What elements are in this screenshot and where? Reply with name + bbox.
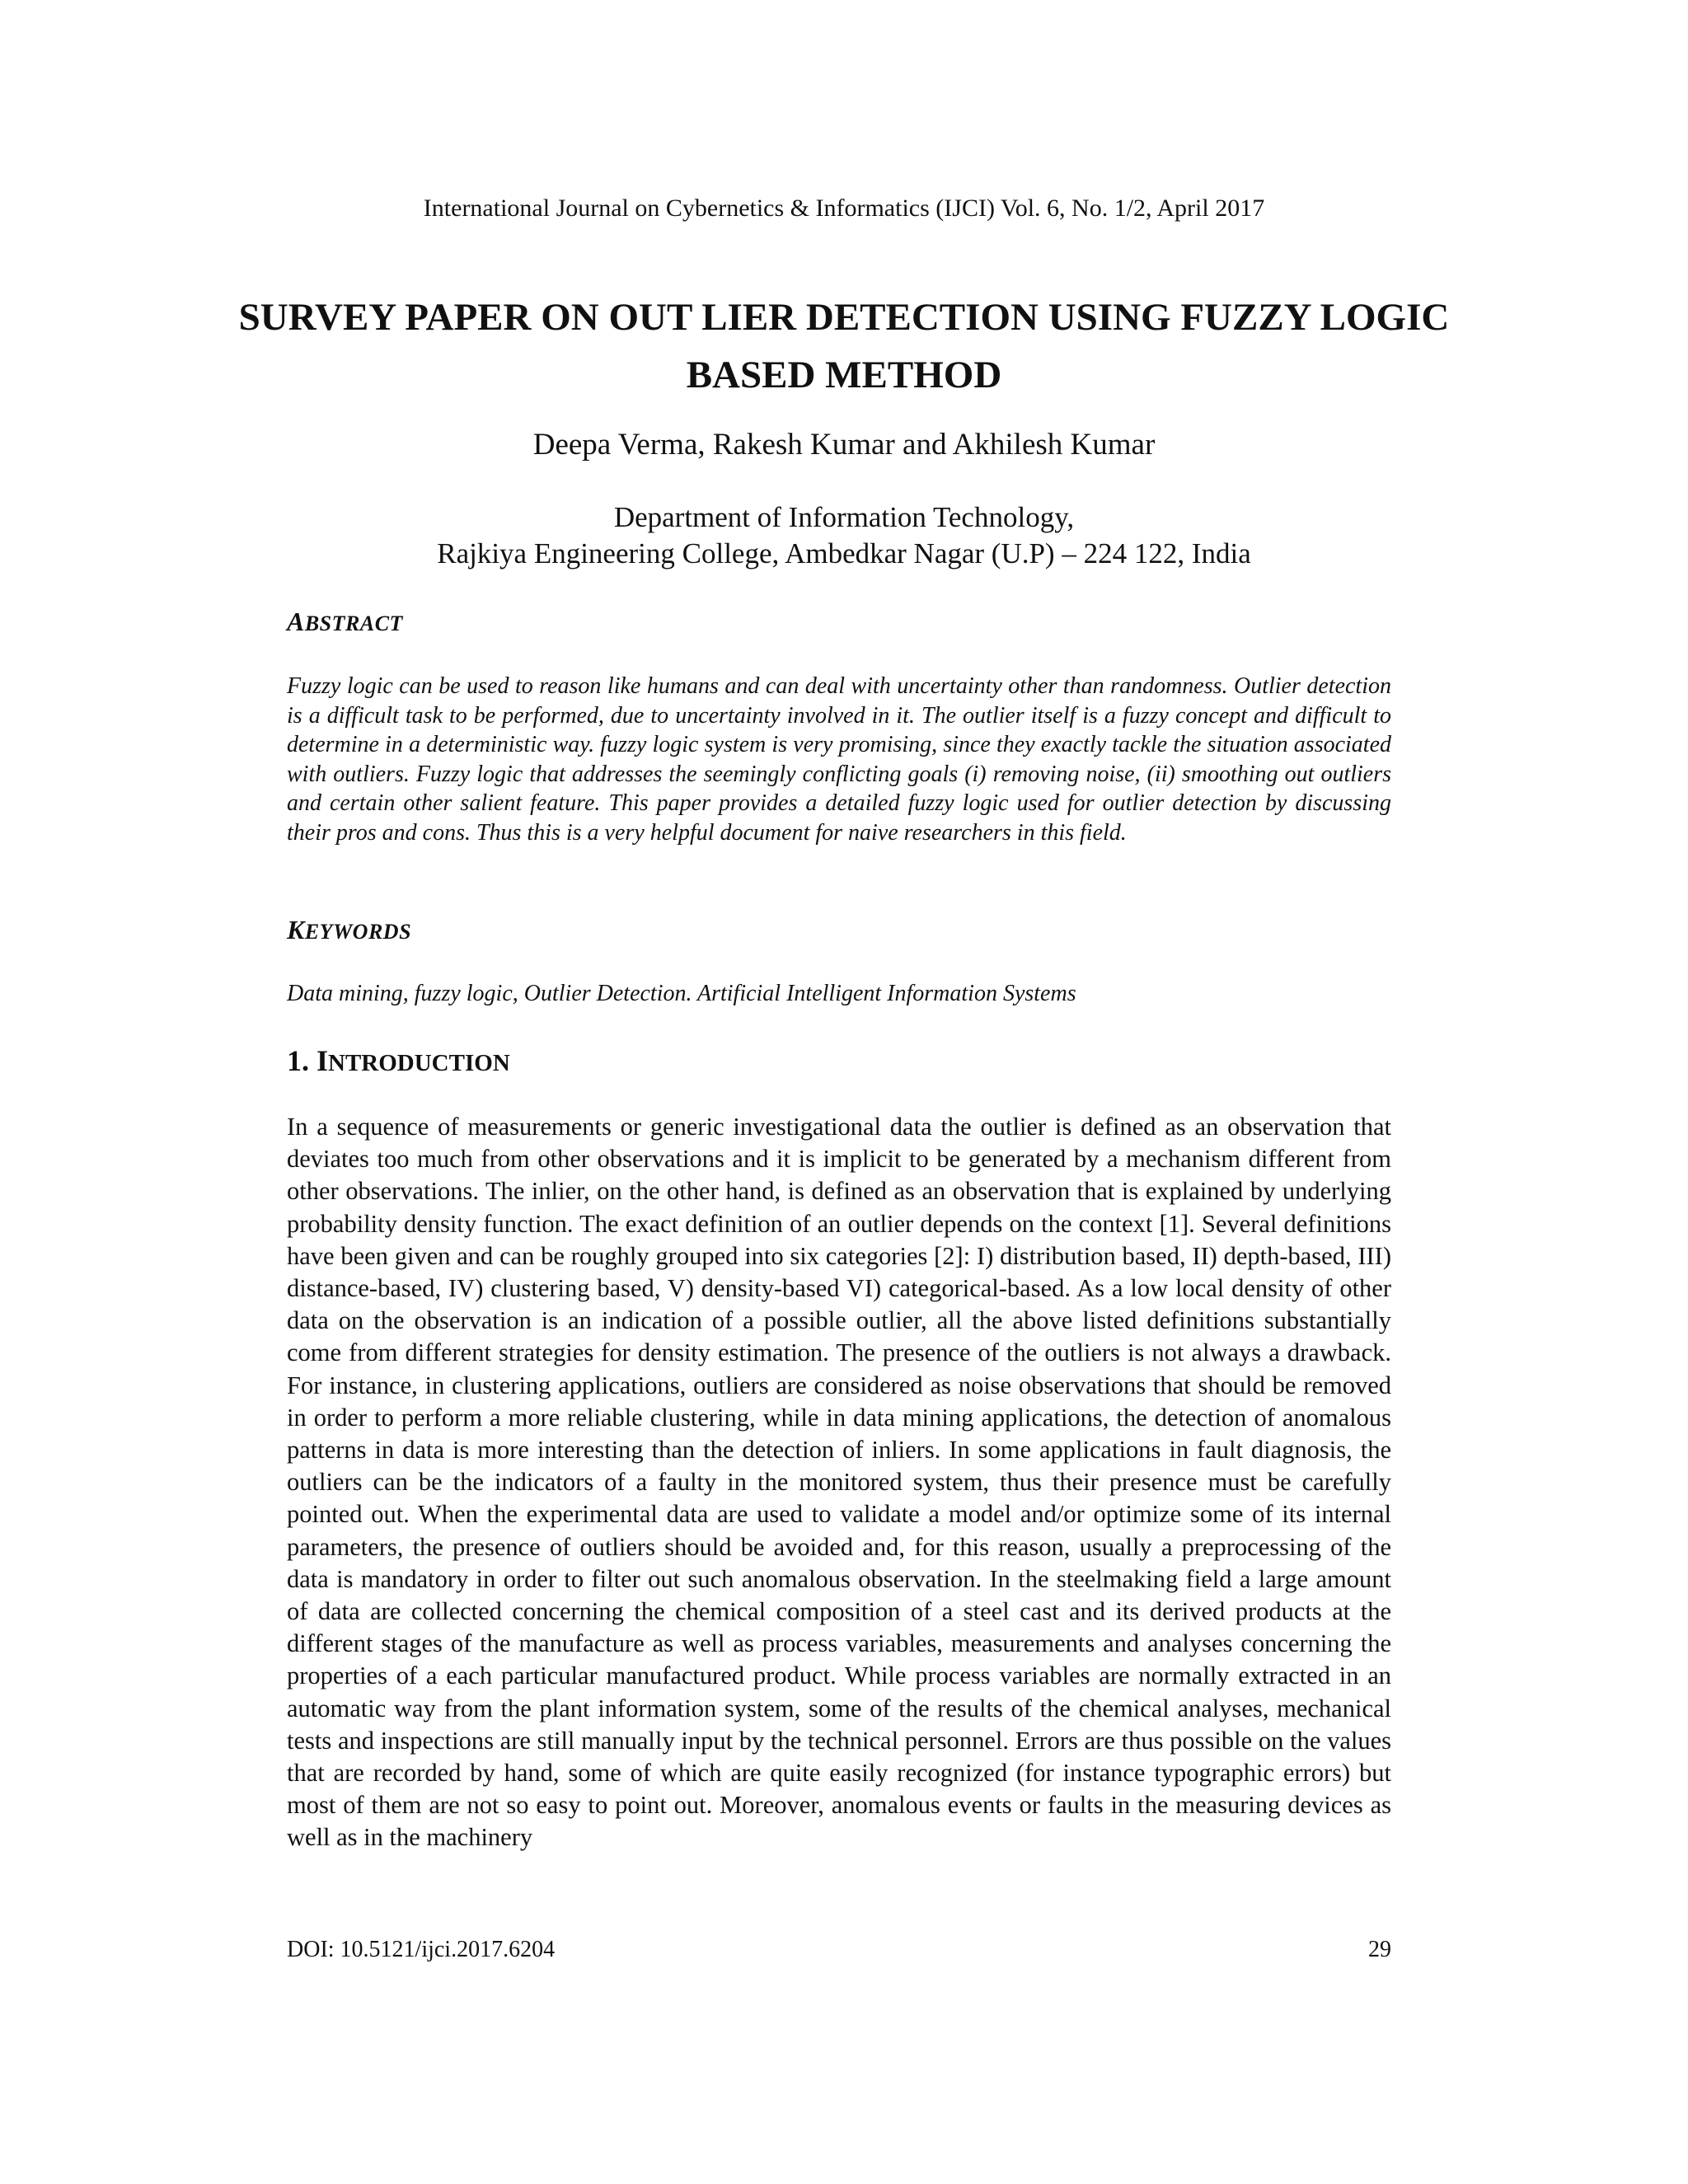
abstract-heading-rest: BSTRACT xyxy=(304,612,403,635)
introduction-heading-rest: NTRODUCTION xyxy=(328,1050,510,1076)
keywords-heading-rest: EYWORDS xyxy=(304,920,412,944)
abstract-heading xyxy=(287,607,403,637)
affiliation xyxy=(214,499,1474,572)
author-list: Deepa Verma, Rakesh Kumar and Akhilesh Kumar xyxy=(532,428,1156,462)
introduction-heading xyxy=(287,1043,510,1078)
keywords-heading-initial: K xyxy=(287,915,305,944)
page-number: 29 xyxy=(1368,1937,1391,1962)
paper-title: SURVEY PAPER ON OUT LIER DETECTION USING FUZZY LOGIC BASED METHOD xyxy=(238,296,1450,396)
abstract-body: Fuzzy logic can be used to reason like humans and can deal with uncertainty other than randomness. Outlier detection is a difficult task to be performed, due to uncertainty involved in it. The outlier itself is a fuzzy concept and difficult to determine in a deterministic way. fuzzy logic system is very promising, since they exactly tackle the situation associated with outliers. Fuzzy logic that addresses the seemingly conflicting goals (i) removing noise, (ii) smoothing out outliers and certain other salient feature. This paper provides a detailed fuzzy logic used for outlier detection by discussing their pros and cons. Thus this is a very helpful document for naive researchers in this field. xyxy=(287,673,1391,846)
introduction-body: In a sequence of measurements or generic investigational data the outlier is defined as an observation that deviates too much from other observations and it is implicit to be generated by a mechanism different from other observations. The inlier, on the other hand, is defined as an observation that is explained by underlying probability density function. The exact definition of an outlier depends on the context [1]. Several definitions have been given and can be roughly grouped into six categories [2]: I) distribution based, II) depth-based, III) distance-based, IV) clustering based, V) density-based VI) categorical-based. As a low local density of other data on the observation is an indication of a possible outlier, all the above listed definitions substantially come from different strategies for density estimation. The presence of the outliers is not always a drawback. For instance, in clustering applications, outliers are considered as noise observations that should be removed in order to perform a more reliable clustering, while in data mining applications, the detection of anomalous patterns in data is more interesting than the detection of inliers. In some applications in fault diagnosis, the outliers can be the indicators of a faulty in the monitored system, thus their presence must be carefully pointed out. When the experimental data are used to validate a model and/or optimize some of its internal parameters, the presence of outliers should be avoided and, for this reason, usually a preprocessing of the data is mandatory in order to filter out such anomalous observation. In the steelmaking field a large amount of data are collected concerning the chemical composition of a steel cast and its derived products at the different stages of the manufacture as well as process variables, measurements and analyses concerning the properties of a each particular manufactured product. While process variables are normally extracted in an automatic way from the plant information system, some of the results of the chemical analyses, mechanical tests and inspections are still manually input by the technical personnel. Errors are thus possible on the values that are recorded by hand, some of which are quite easily recognized (for instance typographic errors) but most of them are not so easy to point out. Moreover, anomalous events or faults in the measuring devices as well as in the machinery xyxy=(287,1113,1391,1852)
abstract-heading-initial: A xyxy=(287,607,305,636)
journal-header: International Journal on Cybernetics & Informatics (IJCI) Vol. 6, No. 1/2, April 2017 xyxy=(423,194,1265,222)
keywords-heading xyxy=(287,915,411,945)
affiliation-institution: Rajkiya Engineering College, Ambedkar Nagar (U.P) – 224 122, India xyxy=(437,537,1251,569)
footer-doi: DOI: 10.5121/ijci.2017.6204 xyxy=(287,1937,556,1962)
affiliation-department: Department of Information Technology, xyxy=(613,501,1075,533)
introduction-heading-number: 1. xyxy=(287,1044,316,1077)
introduction-heading-initial: I xyxy=(316,1044,329,1077)
keywords-body: Data mining, fuzzy logic, Outlier Detection. Artificial Intelligent Information Systems xyxy=(287,981,1076,1006)
